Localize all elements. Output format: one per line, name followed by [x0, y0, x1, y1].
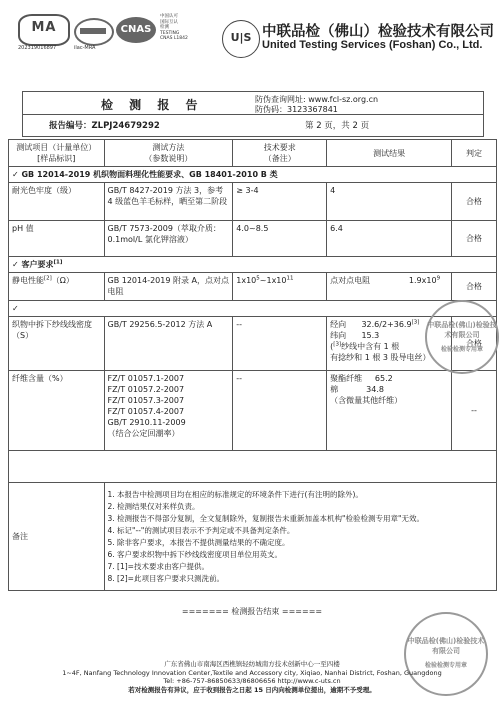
cell-judge: --	[452, 371, 497, 451]
col-header-result: 测试结果	[327, 140, 452, 167]
cell-judge: 合格	[452, 183, 497, 221]
note-item: 6. 客户要求织物中拆下纱线线密度项目单位用英支。	[107, 549, 283, 559]
table-row	[9, 221, 497, 257]
section-title: ✓	[9, 301, 497, 317]
note-item: 2. 检测结果仅对来样负责。	[107, 501, 200, 511]
cell-method: GB 12014-2019 附录 A，点对点电阻	[104, 273, 233, 301]
section-title: ✓ 客户要求[1]	[9, 257, 497, 273]
report-end-mark: ======= 检测报告结束 ======	[181, 607, 323, 616]
footer-objection-notice: 若对检测报告有异议，应于收到报告之日起 15 日内向检测单位提出，逾期不予受理。	[128, 685, 376, 694]
ilac-text: ilac-MRA	[74, 45, 96, 51]
cnas-logo: CNAS	[116, 17, 156, 43]
cell-item: 织物中拆下纱线线密度（S）	[9, 317, 105, 371]
cell-requirement: --	[233, 371, 327, 451]
ma-number: 202319016897	[18, 45, 57, 51]
col-header-item: 测试项目（计量单位） [样品标识]	[9, 140, 105, 167]
cell-result: 点对点电阻 $1.9x10^9$	[327, 273, 452, 301]
note-item: 4. 标记"--"的测试项目表示不予判定或不具备判定条件。	[107, 525, 295, 535]
table-header-row	[9, 140, 497, 167]
blank-row	[9, 451, 497, 483]
cell-item: 纤维含量（%）	[9, 371, 105, 451]
section-title: ✓ GB 12014-2019 机织物面料理化性能要求、GB 18401-2010 B 类	[9, 167, 497, 183]
cnas-side-text: 中国认可 国际互认 检测 TESTING CNAS L1842	[160, 14, 188, 41]
accreditation-logos	[18, 14, 204, 50]
report-number: 报告编号：ZLPJ24679292	[49, 121, 160, 131]
cell-requirement: $1x10^5\sim 1x10^{11}$	[233, 273, 327, 301]
col-header-method: 测试方法 （参数说明）	[104, 140, 233, 167]
uts-logo: U|S	[222, 20, 260, 58]
table-row	[9, 183, 497, 221]
footer-address-cn: 广东省佛山市南海区西樵镇轻纺城南方技术创新中心一至四楼	[164, 660, 340, 668]
cell-result: 聚酯纤维 65.2 棉 34.8 （含微量其他纤维）	[327, 371, 452, 451]
cell-requirement: 4.0~8.5	[233, 221, 327, 257]
table-row	[9, 317, 497, 371]
notes-row	[9, 483, 497, 591]
notes-label: 备注	[9, 483, 105, 591]
cell-result: 6.4	[327, 221, 452, 257]
note-item: 8. [2]=此项目客户要求只测洗前。	[107, 573, 224, 583]
cell-result: 4	[327, 183, 452, 221]
cell-judge: 合格	[452, 273, 497, 301]
table-row	[9, 371, 497, 451]
note-item: 7. [1]=技术要求由客户提供。	[107, 561, 209, 571]
note-item: 1. 本报告中检测项目均在相应的标准规定的环境条件下进行(有注明的除外)。	[107, 489, 363, 499]
note-item: 5. 除非客户要求，本报告不提供测量结果的不确定度。	[107, 537, 290, 547]
table-row	[9, 273, 497, 301]
cell-result: 经向 32.6/2+36.9[3] 纬向 15.3 ([3]纱线中含有 1 根 有捻纱和 1 根 3 股导电丝）	[327, 317, 452, 371]
company-stamp: 中联品检(佛山)检验技术有限公司 检验检测专用章	[425, 300, 499, 374]
cell-method: FZ/T 01057.1-2007 FZ/T 01057.2-2007 FZ/T 01057.3-2007 FZ/T 01057.4-2007 GB/T 2910.11-2009 （结合公定回潮率）	[104, 371, 233, 451]
report-header	[22, 91, 484, 137]
note-item: 3. 检测报告不得部分复制，全文复制除外，复制报告未重新加盖本机构"检验检测专用章"无效。	[107, 513, 424, 523]
cell-item: 耐光色牢度（级）	[9, 183, 105, 221]
company-name-en: United Testing Services (Foshan) Co., Ltd.	[262, 39, 483, 51]
notes-list	[104, 483, 496, 591]
company-name-cn: 中联品检（佛山）检验技术有限公司	[262, 24, 494, 40]
page-indicator: 第 2 页，共 2 页	[305, 121, 370, 131]
footer-address-en: 1~4F, Nanfang Technology Innovation Center,Textile and Accessory city, Xiqiao, Nanhai District, Foshan, Guangdong	[62, 668, 442, 677]
section-row	[9, 257, 497, 273]
cell-item: 静电性能[2]（Ω）	[9, 273, 105, 301]
ma-logo: MA	[18, 14, 70, 46]
query-code: 防伪码：3123367841	[255, 105, 338, 114]
cell-method: GB/T 8427-2019 方法 3，参考 4 级蓝色羊毛标样，晒至第二阶段	[104, 183, 233, 221]
footer-contact: Tel: +86-757-86850633/86806656 http://www.c-uts.cn	[163, 677, 341, 685]
col-header-judge: 判定	[452, 140, 497, 167]
query-site: 防伪查询网址: www.fcl-sz.org.cn	[255, 95, 379, 104]
footer	[0, 660, 504, 694]
cell-method: GB/T 29256.5-2012 方法 A	[104, 317, 233, 371]
cell-item: pH 值	[9, 221, 105, 257]
section-row	[9, 301, 497, 317]
cell-requirement: ≥ 3-4	[233, 183, 327, 221]
cell-requirement: --	[233, 317, 327, 371]
section-row	[9, 167, 497, 183]
ilac-logo	[74, 18, 114, 46]
report-title: 检 测 报 告	[101, 98, 204, 112]
col-header-requirement: 技术要求 （备注）	[233, 140, 327, 167]
cell-method: GB/T 7573-2009（萃取介质：0.1mol/L 氯化钾溶液）	[104, 221, 233, 257]
company-stamp: 中联品检(佛山)检验技术有限公司 检验检测专用章	[404, 612, 488, 696]
cell-judge: 合格	[452, 221, 497, 257]
results-table	[8, 139, 497, 591]
cell-judge: 合格	[452, 317, 497, 371]
